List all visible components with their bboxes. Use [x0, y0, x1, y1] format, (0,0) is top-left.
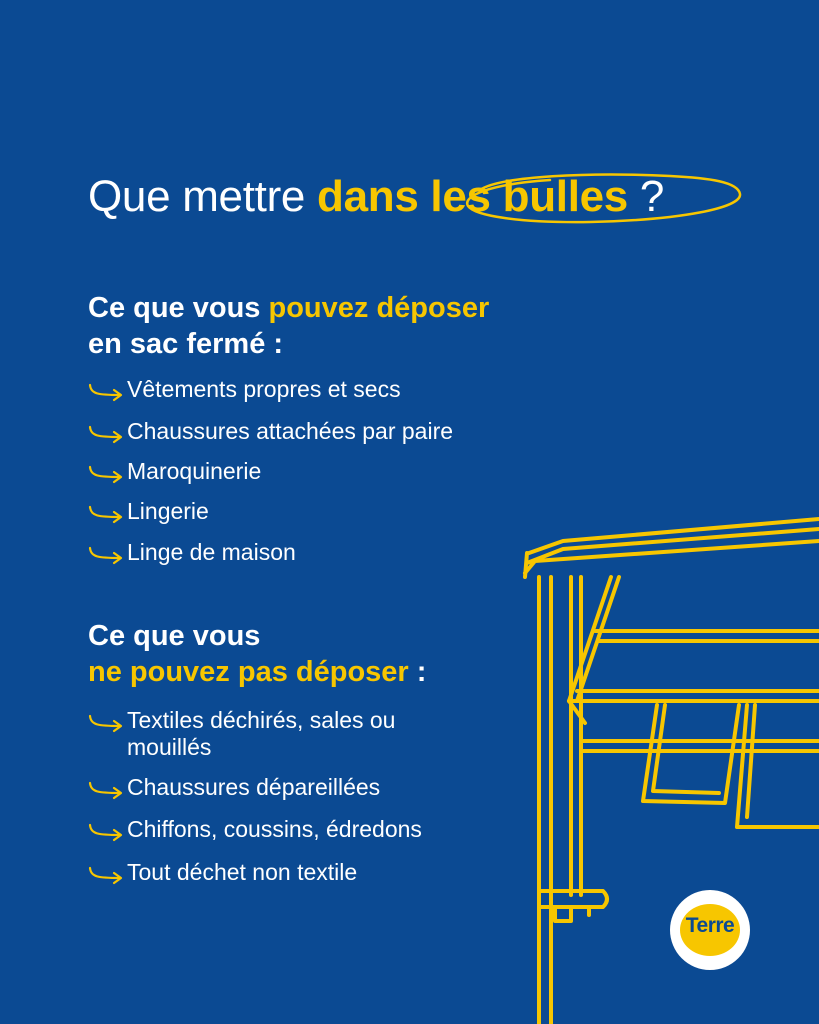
hook-arrow-icon — [88, 713, 124, 733]
hook-arrow-icon — [88, 822, 124, 842]
list-item — [88, 539, 296, 566]
title-suffix: ? — [627, 172, 665, 221]
hook-arrow-icon — [88, 545, 124, 565]
hook-arrow-icon — [88, 424, 124, 444]
hook-arrow-icon — [88, 382, 124, 402]
list-item — [88, 418, 453, 445]
list-item — [88, 376, 401, 403]
list-item-line: Textiles déchirés, sales ou — [127, 707, 396, 733]
cannot-heading-suffix: : — [408, 656, 427, 688]
scribble-circle-icon — [440, 160, 760, 235]
cannot-heading-line1: Ce que vous — [88, 620, 261, 652]
hook-arrow-icon — [88, 865, 124, 885]
cannot-deposit-heading — [88, 618, 426, 690]
logo-text: Terre — [685, 914, 735, 937]
can-heading-highlight: pouvez déposer — [268, 292, 490, 324]
can-deposit-heading — [88, 290, 489, 362]
cannot-heading-highlight: ne pouvez pas déposer — [88, 656, 409, 688]
list-item-label: Vêtements propres et secs — [127, 376, 401, 402]
list-item-label: Linge de maison — [127, 539, 296, 565]
title-prefix: Que mettre — [88, 172, 318, 221]
list-item — [88, 774, 380, 801]
title-highlight: dans les bulles — [317, 172, 628, 221]
hook-arrow-icon — [88, 504, 124, 524]
collection-bin-illustration — [515, 505, 819, 1024]
hook-arrow-icon — [88, 780, 124, 800]
list-item — [88, 458, 261, 485]
list-item — [88, 859, 357, 886]
list-item-label: Chaussures attachées par paire — [127, 418, 454, 444]
list-item-line: mouillés — [127, 734, 212, 760]
can-heading-line2: en sac fermé : — [88, 328, 284, 360]
list-item-label: Chiffons, coussins, édredons — [127, 816, 422, 842]
hook-arrow-icon — [88, 464, 124, 484]
list-item — [88, 816, 422, 843]
list-item — [88, 707, 395, 761]
list-item-label — [127, 707, 395, 761]
list-item — [88, 498, 209, 525]
list-item-label: Maroquinerie — [127, 458, 262, 484]
can-heading-prefix: Ce que vous — [88, 292, 269, 324]
list-item-label: Tout déchet non textile — [127, 859, 358, 885]
list-item-label: Lingerie — [127, 498, 209, 524]
terre-logo — [670, 890, 750, 970]
list-item-label: Chaussures dépareillées — [127, 774, 381, 800]
